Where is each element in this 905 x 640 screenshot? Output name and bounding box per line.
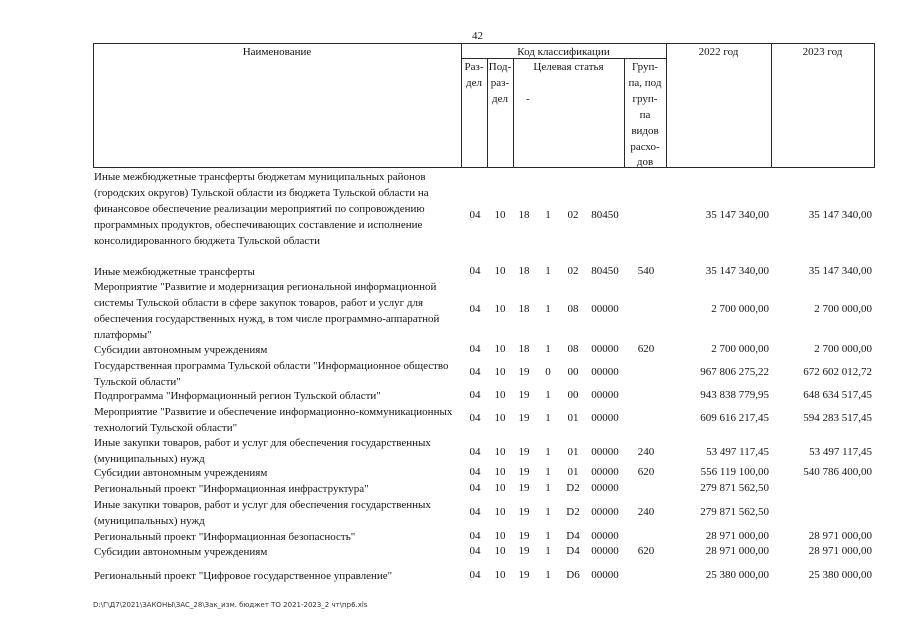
cell-2023: 35 147 340,00 [808,209,872,221]
cell-target-2: 1 [545,343,551,355]
cell-target-3: 00 [567,366,579,378]
cell-target-3: 01 [567,446,579,458]
cell-target-1: 19 [518,446,530,458]
cell-2023: 25 380 000,00 [808,569,872,581]
cell-razdel: 04 [469,446,481,458]
cell-target-2: 1 [545,389,551,401]
cell-2023: 35 147 340,00 [808,265,872,277]
cell-target-2: 1 [545,530,551,542]
cell-target-3: 00 [567,389,579,401]
cell-2022: 556 119 100,00 [700,466,769,478]
cell-target-2: 1 [545,466,551,478]
cell-podrazdel: 10 [494,482,506,494]
cell-target-1: 19 [518,506,530,518]
cell-2022: 279 871 562,50 [700,482,769,494]
cell-target-3: 01 [567,412,579,424]
header-code: Код классификации [517,46,610,58]
cell-target-3: 02 [567,209,579,221]
row-name: Субсидии автономным учреждениям [94,546,268,558]
row-name: Региональный проект "Информационная инфраструктура" [94,483,369,495]
cell-target-2: 1 [545,545,551,557]
cell-group: 540 [637,265,655,277]
row-name: Иные межбюджетные трансферты бюджетам муниципальных районов (городских округов) Тульской области из бюджета Тульской области на финансовое обеспечение реализации мероприятий по сопровождению программных продуктов, обеспечивающих составление и исполнение консолидированного бюджета Тульской области [94,171,429,247]
cell-podrazdel: 10 [494,265,506,277]
cell-razdel: 04 [469,569,481,581]
cell-2023: 2 700 000,00 [814,303,872,315]
header-name: Наименование [242,46,312,58]
row-name: Субсидии автономным учреждениям [94,467,268,479]
cell-target-3: 02 [567,265,579,277]
cell-2022: 943 838 779,95 [700,389,769,401]
cell-target-4: 00000 [591,466,619,478]
cell-razdel: 04 [469,265,481,277]
cell-target-2: 1 [545,412,551,424]
cell-razdel: 04 [469,209,481,221]
cell-group: 240 [637,506,655,518]
cell-razdel: 04 [469,343,481,355]
row-name: Иные межбюджетные трансферты [94,266,255,278]
header-podrazdel-2: раз- [490,77,510,89]
cell-2022: 53 497 117,45 [706,446,769,458]
cell-target-1: 19 [518,389,530,401]
cell-2022: 967 806 275,22 [700,366,769,378]
cell-podrazdel: 10 [494,446,506,458]
cell-target-4: 00000 [591,343,619,355]
row-name: Субсидии автономным учреждениям [94,344,268,356]
cell-target-4: 00000 [591,446,619,458]
cell-2023: 28 971 000,00 [808,530,872,542]
cell-target-1: 18 [518,265,530,277]
header-group-1: Груп- [631,61,659,73]
header-group-6: расхо- [630,141,660,153]
cell-razdel: 04 [469,412,481,424]
cell-target-2: 1 [545,482,551,494]
cell-target-3: D4 [566,530,580,542]
row-name: Мероприятие "Развитие и модернизация региональной информационной системы Тульской области в сфере закупок товаров, работ и услуг для обеспечения государственных нужд, в том числе программно-аппаратной платформы" [94,281,440,341]
cell-podrazdel: 10 [494,209,506,221]
cell-2023: 672 602 012,72 [803,366,872,378]
right-border [874,43,875,168]
cell-target-4: 00000 [591,569,619,581]
cell-2022: 2 700 000,00 [711,343,769,355]
header-group-7: дов [636,156,654,168]
cell-2023: 53 497 117,45 [809,446,872,458]
cell-target-3: 01 [567,466,579,478]
cell-target-4: 00000 [591,412,619,424]
cell-2023: 28 971 000,00 [808,545,872,557]
header-podrazdel-3: дел [492,93,508,105]
cell-podrazdel: 10 [494,530,506,542]
code-year-divider [666,43,667,168]
cell-target-4: 00000 [591,506,619,518]
cell-target-1: 19 [518,482,530,494]
cell-2022: 25 380 000,00 [705,569,769,581]
cell-target-1: 19 [518,466,530,478]
file-path-footer: D:\Г\Д7\2021\ЗАКОНЫ\ЗАС_28\Зак_изм. бюджет ТО 2021-2023_2 чт\пр6.xls [93,601,368,609]
cell-podrazdel: 10 [494,569,506,581]
cell-target-4: 00000 [591,303,619,315]
year-divider [771,43,772,168]
cell-target-1: 19 [518,569,530,581]
cell-target-2: 1 [545,209,551,221]
cell-target-4: 00000 [591,482,619,494]
cell-razdel: 04 [469,303,481,315]
cell-2022: 28 971 000,00 [705,545,769,557]
cell-group: 620 [637,343,655,355]
cell-target-1: 18 [518,303,530,315]
razdel-divider [487,58,488,168]
cell-target-1: 19 [518,366,530,378]
cell-2023: 540 786 400,00 [803,466,872,478]
cell-target-3: D2 [566,482,580,494]
header-year-2022: 2022 год [698,46,739,58]
cell-2023: 594 283 517,45 [803,412,872,424]
cell-target-1: 18 [518,209,530,221]
cell-target-2: 1 [545,569,551,581]
cell-target-1: 19 [518,412,530,424]
cell-razdel: 04 [469,466,481,478]
row-name: Иные закупки товаров, работ и услуг для обеспечения государственных (муниципальных) нужд [94,499,431,527]
cell-2023: 648 634 517,45 [803,389,872,401]
header-group-2: па, под [628,77,662,89]
cell-target-1: 19 [518,545,530,557]
row-name: Региональный проект "Информационная безопасность" [94,531,356,543]
cell-razdel: 04 [469,366,481,378]
cell-target-4: 00000 [591,530,619,542]
row-name: Иные закупки товаров, работ и услуг для обеспечения государственных (муниципальных) нужд [94,437,431,465]
cell-target-3: 08 [567,303,579,315]
podrazdel-divider [513,58,514,168]
cell-target-4: 00000 [591,366,619,378]
cell-2022: 35 147 340,00 [705,209,769,221]
header-bottom-border [93,167,874,168]
cell-target-2: 1 [545,303,551,315]
header-group-5: видов [631,125,659,137]
cell-target-4: 80450 [591,209,619,221]
cell-target-4: 80450 [591,265,619,277]
cell-target-4: 00000 [591,389,619,401]
cell-podrazdel: 10 [494,466,506,478]
cell-razdel: 04 [469,545,481,557]
cell-2022: 28 971 000,00 [705,530,769,542]
cell-group: 620 [637,545,655,557]
cell-podrazdel: 10 [494,303,506,315]
cell-2022: 609 616 217,45 [700,412,769,424]
cell-podrazdel: 10 [494,366,506,378]
header-group-3: груп- [632,93,658,105]
cell-2023: 2 700 000,00 [814,343,872,355]
row-name: Мероприятие "Развитие и обеспечение информационно-коммуникационных технологий Тульской области" [94,406,453,434]
cell-razdel: 04 [469,482,481,494]
cell-podrazdel: 10 [494,545,506,557]
cell-target-2: 0 [545,366,551,378]
cell-target-3: D6 [566,569,580,581]
header-razdel-2: дел [466,77,482,89]
header-top-border [93,43,874,44]
header-target-mark: - [526,93,530,105]
cell-podrazdel: 10 [494,389,506,401]
cell-razdel: 04 [469,506,481,518]
header-razdel-1: Раз- [464,61,484,73]
header-podrazdel-1: Под- [488,61,512,73]
cell-group: 240 [637,446,655,458]
cell-podrazdel: 10 [494,412,506,424]
cell-target-2: 1 [545,506,551,518]
cell-podrazdel: 10 [494,343,506,355]
header-year-2023: 2023 год [802,46,843,58]
row-name: Региональный проект "Цифровое государственное управление" [94,570,393,582]
cell-razdel: 04 [469,389,481,401]
cell-target-2: 1 [545,265,551,277]
cell-2022: 279 871 562,50 [700,506,769,518]
cell-target-3: D4 [566,545,580,557]
cell-target-3: 08 [567,343,579,355]
cell-target-3: D2 [566,506,580,518]
cell-2022: 2 700 000,00 [711,303,769,315]
cell-group: 620 [637,466,655,478]
left-border [93,43,94,168]
cell-target-2: 1 [545,446,551,458]
cell-target-1: 18 [518,343,530,355]
page-number: 42 [472,30,483,42]
header-target: Целевая статья [533,61,604,73]
cell-target-1: 19 [518,530,530,542]
cell-razdel: 04 [469,530,481,542]
row-name: Государственная программа Тульской области "Информационное общество Тульской области" [94,360,449,388]
cell-target-4: 00000 [591,545,619,557]
header-group-4: па [639,109,651,121]
cell-2022: 35 147 340,00 [705,265,769,277]
cell-podrazdel: 10 [494,506,506,518]
row-name: Подпрограмма "Информационный регион Тульской области" [94,390,381,402]
